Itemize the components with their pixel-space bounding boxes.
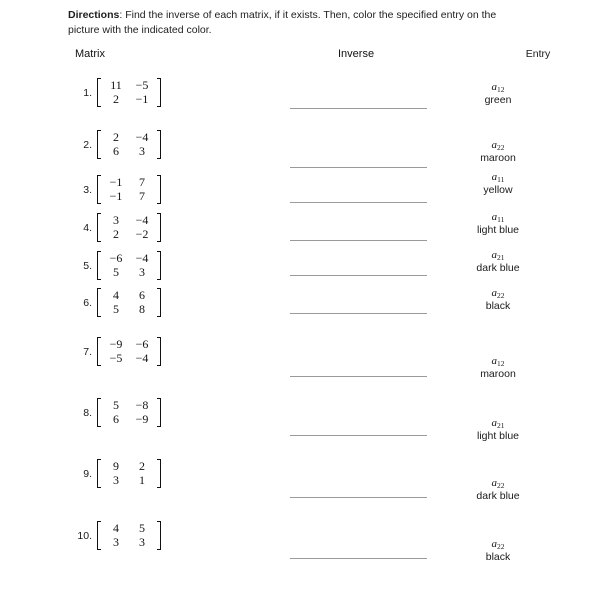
bracket-right [157, 288, 161, 317]
entry-letter: a [491, 538, 497, 550]
problem-row [72, 521, 232, 550]
inverse-answer-line[interactable] [290, 558, 427, 559]
problem-row [72, 130, 232, 159]
matrix-grid [101, 78, 157, 107]
matrix-grid [101, 251, 157, 280]
matrix-cell: −4 [135, 251, 149, 265]
problem-number: 8. [83, 406, 92, 419]
matrix-cell: 2 [139, 459, 145, 473]
inverse-answer-line[interactable] [290, 313, 427, 314]
bracket-right [157, 130, 161, 159]
matrix-cell: 4 [113, 521, 119, 535]
entry-letter: a [491, 81, 497, 93]
matrix-cell: −5 [109, 350, 123, 365]
entry-letter: a [491, 355, 497, 367]
directions-text [68, 8, 520, 38]
entry-subscript-notation [438, 139, 558, 152]
matrix-grid [101, 398, 157, 427]
entry-indices: 22 [497, 481, 505, 490]
matrix-cell: 2 [113, 130, 119, 144]
matrix-display [97, 251, 161, 280]
matrix-display [97, 337, 161, 366]
entry-cell [438, 139, 558, 165]
entry-cell [438, 417, 558, 443]
entry-color-name: maroon [480, 368, 516, 380]
matrix-cell: −9 [135, 411, 149, 426]
matrix-display [97, 459, 161, 488]
entry-cell [438, 287, 558, 313]
matrix-display [97, 130, 161, 159]
entry-letter: a [491, 417, 497, 429]
matrix-cell: −8 [135, 398, 149, 412]
entry-cell [438, 538, 558, 564]
matrix-cell: 3 [113, 472, 119, 487]
entry-subscript-notation [438, 171, 558, 184]
matrix-cell: −4 [135, 350, 149, 365]
entry-indices: 22 [497, 542, 505, 551]
matrix-cell: 6 [113, 143, 119, 158]
problem-row [72, 459, 232, 488]
matrix-cell: 1 [139, 472, 145, 487]
matrix-cell: 4 [113, 288, 119, 302]
entry-letter: a [491, 477, 497, 489]
inverse-answer-line[interactable] [290, 497, 427, 498]
matrix-cell: 3 [139, 264, 145, 279]
matrix-cell: 5 [113, 301, 119, 316]
entry-letter: a [491, 249, 497, 261]
entry-subscript-notation [438, 355, 558, 368]
problem-number: 10. [77, 529, 92, 542]
problem-number: 2. [83, 138, 92, 151]
problem-row [72, 78, 232, 107]
problem-number: 3. [83, 183, 92, 196]
column-header-inverse: Inverse [338, 48, 375, 60]
entry-indices: 21 [497, 421, 505, 430]
entry-color-name: dark blue [476, 490, 520, 502]
bracket-right [157, 213, 161, 242]
entry-letter: a [491, 211, 498, 223]
entry-indices: 21 [497, 253, 505, 262]
matrix-cell: 5 [113, 264, 119, 279]
entry-indices: 11 [497, 175, 505, 184]
matrix-cell: 3 [113, 534, 119, 549]
entry-indices: 11 [497, 215, 505, 224]
problem-row [72, 251, 232, 280]
inverse-answer-line[interactable] [290, 108, 427, 109]
matrix-cell: −4 [135, 213, 149, 227]
matrix-display [97, 78, 161, 107]
matrix-cell: −4 [135, 130, 149, 144]
matrix-cell: −2 [135, 226, 149, 241]
entry-subscript-notation [438, 417, 558, 430]
inverse-answer-line[interactable] [290, 376, 427, 377]
matrix-display [97, 288, 161, 317]
matrix-cell: 3 [139, 534, 145, 549]
entry-indices: 22 [497, 143, 505, 152]
entry-subscript-notation [438, 287, 558, 300]
problem-row [72, 213, 232, 242]
entry-color-name: maroon [480, 152, 516, 164]
matrix-cell: −1 [109, 175, 123, 189]
entry-cell [438, 211, 558, 237]
inverse-answer-line[interactable] [290, 435, 427, 436]
inverse-answer-line[interactable] [290, 275, 427, 276]
inverse-answer-line[interactable] [290, 202, 427, 203]
entry-cell [438, 477, 558, 503]
problem-number: 4. [83, 221, 92, 234]
problem-row [72, 175, 232, 204]
entry-subscript-notation [438, 477, 558, 490]
matrix-cell: 7 [139, 175, 145, 189]
inverse-answer-line[interactable] [290, 167, 427, 168]
matrix-display [97, 213, 161, 242]
entry-color-name: black [485, 300, 511, 312]
entry-cell [438, 81, 558, 107]
entry-indices: 12 [497, 85, 505, 94]
entry-color-name: black [485, 551, 511, 563]
entry-indices: 12 [497, 359, 505, 368]
matrix-cell: 8 [139, 301, 145, 316]
entry-subscript-notation [438, 81, 558, 94]
matrix-grid [101, 288, 157, 317]
bracket-right [157, 521, 161, 550]
matrix-cell: 2 [113, 91, 119, 106]
entry-color-name: light blue [476, 430, 520, 442]
matrix-cell: 9 [113, 459, 119, 473]
problem-row [72, 288, 232, 317]
entry-color-name: light blue [476, 224, 520, 236]
problem-row [72, 337, 232, 366]
directions-label: Directions [68, 9, 120, 21]
column-header-entry: Entry [525, 48, 551, 60]
entry-color-name: yellow [483, 184, 513, 196]
entry-indices: 22 [497, 291, 505, 300]
problem-row [72, 398, 232, 427]
bracket-right [157, 251, 161, 280]
entry-subscript-notation [438, 538, 558, 551]
directions-body: : Find the inverse of each matrix, if it exists. Then, color the specified entry on the picture with the indicated color. [68, 9, 497, 36]
matrix-cell: 3 [139, 143, 145, 158]
entry-subscript-notation [438, 249, 558, 262]
entry-cell [438, 355, 558, 381]
matrix-cell: −6 [135, 337, 149, 351]
inverse-answer-line[interactable] [290, 240, 427, 241]
matrix-display [97, 521, 161, 550]
matrix-cell: 6 [139, 288, 145, 302]
matrix-cell: −1 [135, 91, 149, 106]
matrix-cell: 2 [113, 226, 119, 241]
matrix-grid [101, 130, 157, 159]
entry-letter: a [491, 287, 497, 299]
problem-number: 6. [83, 296, 92, 309]
matrix-cell: −5 [135, 78, 149, 92]
matrix-cell: −6 [109, 251, 123, 265]
matrix-grid [101, 213, 157, 242]
matrix-grid [101, 337, 157, 366]
bracket-right [157, 398, 161, 427]
matrix-cell: 7 [139, 188, 145, 203]
column-header-matrix: Matrix [75, 48, 105, 60]
matrix-cell: 5 [139, 521, 145, 535]
matrix-cell: −1 [109, 188, 123, 203]
entry-color-name: dark blue [476, 262, 520, 274]
entry-letter: a [491, 171, 498, 183]
problem-number: 9. [83, 467, 92, 480]
matrix-grid [101, 459, 157, 488]
matrix-grid [101, 521, 157, 550]
entry-color-name: green [484, 94, 512, 106]
problem-number: 1. [83, 86, 92, 99]
entry-letter: a [491, 139, 497, 151]
matrix-cell: 3 [113, 213, 119, 227]
matrix-cell: 11 [110, 78, 122, 92]
bracket-right [157, 175, 161, 204]
matrix-display [97, 398, 161, 427]
problem-number: 7. [83, 345, 92, 358]
bracket-right [157, 78, 161, 107]
matrix-cell: −9 [109, 337, 123, 351]
bracket-right [157, 459, 161, 488]
entry-subscript-notation [438, 211, 558, 224]
bracket-right [157, 337, 161, 366]
matrix-cell: 5 [113, 398, 119, 412]
entry-cell [438, 171, 558, 197]
problem-number: 5. [83, 259, 92, 272]
matrix-grid [101, 175, 157, 204]
entry-cell [438, 249, 558, 275]
matrix-cell: 6 [113, 411, 119, 426]
matrix-display [97, 175, 161, 204]
